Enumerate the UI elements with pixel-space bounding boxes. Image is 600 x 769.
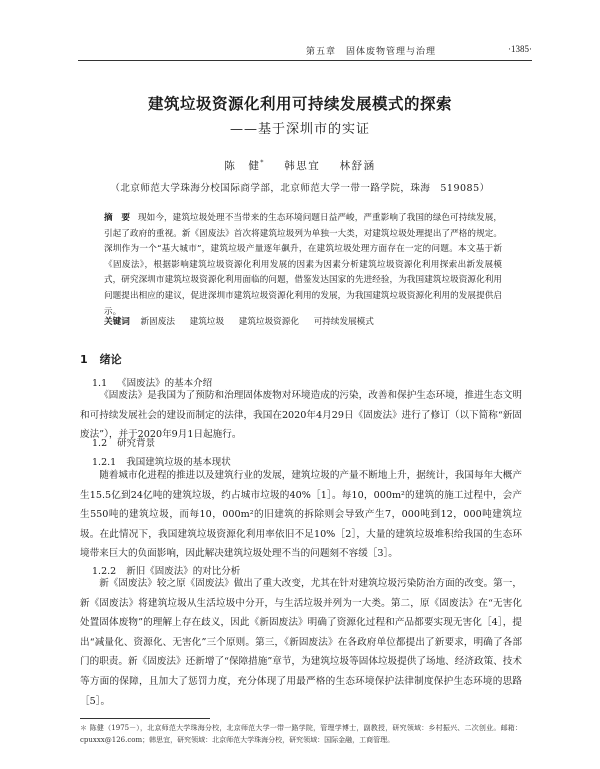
section-heading (80, 351, 122, 367)
author-name: 陈 健 (224, 160, 261, 172)
keywords-label: 关键词 (104, 317, 130, 327)
author-affiliation: （北京师范大学珠海分校国际商学部，北京师范大学一带一路学院，珠海 519085） (110, 183, 490, 194)
subsubsection-number: 1.2.1 (92, 457, 117, 468)
author-footnote: ＊ 陈健（1975－），北京师范大学珠海分校，北京师范大学一带一路学院，管理学博士，副教授，研究领域：乡村振兴、二次创业。邮箱：cpuxxx@126.com；韩思宜，研究领域：北京师范大学珠海分校，研究领域：国际金融，工商管理。 (80, 724, 522, 744)
subsection-title: 《固废法》的基本介绍 (117, 378, 213, 389)
paragraph-text: 新《固废法》较之原《固废法》做出了重大改变，尤其在针对建筑垃圾污染防治方面的改变。第一，新《固废法》将建筑垃圾从生活垃圾中分开，与生活垃圾并列为一大类。第二，原《固废法》在“无害化处置固体废物”的理解上存在歧义，因此《新固废法》明确了资源化过程和产品都要实现无害化［4］，提出“减量化、资源化、无害化”三个原则。第三，《新固废法》在各政府单位都提出了新要求，明确了各部门的职责。新《固废法》还新增了“保障措施”章节，为建筑垃圾等固体垃圾提供了场地、经济政策、技术等方面的保障，且加大了惩罚力度，充分体现了用最严格的生态环境保护法律制度保护生态环境的思路［5］。 (80, 578, 522, 707)
section-number: 1 (80, 353, 88, 366)
abstract-text: 现如今，建筑垃圾处理不当带来的生态环境问题日益严峻，严重影响了我国的绿色可持续发展，引起了政府的重视。新《固废法》首次将建筑垃圾列为单独一大类，对建筑垃圾处理提出了严格的规定。深圳作为一个“基大城市”，建筑垃圾产量逐年飙升，在建筑垃圾处理方面存在一定的问题。本文基于新《固废法》，根据影响建筑垃圾资源化利用发展的因素为因素分析建筑垃圾资源化利用探索出新发展模式，研究深圳市建筑垃圾资源化利用面临的问题，借鉴发达国家的先进经验，为我国建筑垃圾资源化利用问题提出相应的建议，促进深圳市建筑垃圾资源化利用的发展，为我国建筑垃圾资源化利用的发展提供启示。 (104, 213, 502, 317)
subsection-heading (92, 435, 155, 449)
subsection-number: 1.1 (92, 378, 108, 389)
body-paragraph (80, 574, 522, 711)
subsubsection-number: 1.2.2 (92, 566, 117, 577)
subsection-title: 研究背景 (117, 438, 156, 449)
page-number: ·1385· (508, 44, 532, 54)
keyword: 建筑垃圾资源化 (238, 317, 299, 327)
running-header-chapter: 第五章 固体废物管理与治理 (305, 47, 436, 57)
subsection-number: 1.2 (92, 438, 108, 449)
author-footnote-mark: * (260, 159, 265, 167)
subsubsection-title: 新旧《固废法》的对比分析 (126, 566, 241, 577)
subsubsection-title: 我国建筑垃圾的基本现状 (126, 457, 231, 468)
keyword: 可持续发展模式 (313, 317, 374, 327)
author-list (0, 158, 600, 173)
keyword: 建筑垃圾 (189, 317, 225, 327)
keywords (104, 315, 502, 329)
section-title: 绪论 (99, 353, 122, 366)
abstract (104, 211, 502, 320)
author-name: 韩思宜 (284, 160, 321, 172)
article-subtitle: ——基于深圳市的实证 (229, 122, 370, 137)
keyword: 新固废法 (140, 317, 175, 327)
running-header (78, 42, 532, 61)
footnote-divider (80, 718, 210, 719)
author-name: 林舒涵 (339, 160, 376, 172)
paragraph-text: 随着城市化进程的推进以及建筑行业的发展，建筑垃圾的产量不断地上升，据统计，我国每年大概产生15.5亿到24亿吨的建筑垃圾，约占城市垃圾的40%［1］。每10，000m²的建筑的施工过程中，会产生550吨的建筑垃圾，而每10，000m²的旧建筑的拆除则会导致产生7，000吨到12，000吨建筑垃圾。在此情况下，我国建筑垃圾资源化利用率依旧不足10%［2］，大量的建筑垃圾堆积给我国的生态环境带来巨大的负面影响，因此解决建筑垃圾处理不当的问题刻不容缓［3］。 (80, 470, 522, 560)
abstract-label: 摘 要 (104, 213, 131, 223)
paragraph-text: 《固废法》是我国为了预防和治理固体废物对环境造成的污染，改善和保护生态环境，推进生态文明和可持续发展社会的建设而制定的法律，我国在2020年4月29日《固废法》进行了修订（以下简称“新固废法”），并于2020年9月1日起施行。 (80, 390, 522, 441)
article-title: 建筑垃圾资源化利用可持续发展模式的探索 (147, 95, 452, 113)
body-paragraph (80, 466, 522, 564)
